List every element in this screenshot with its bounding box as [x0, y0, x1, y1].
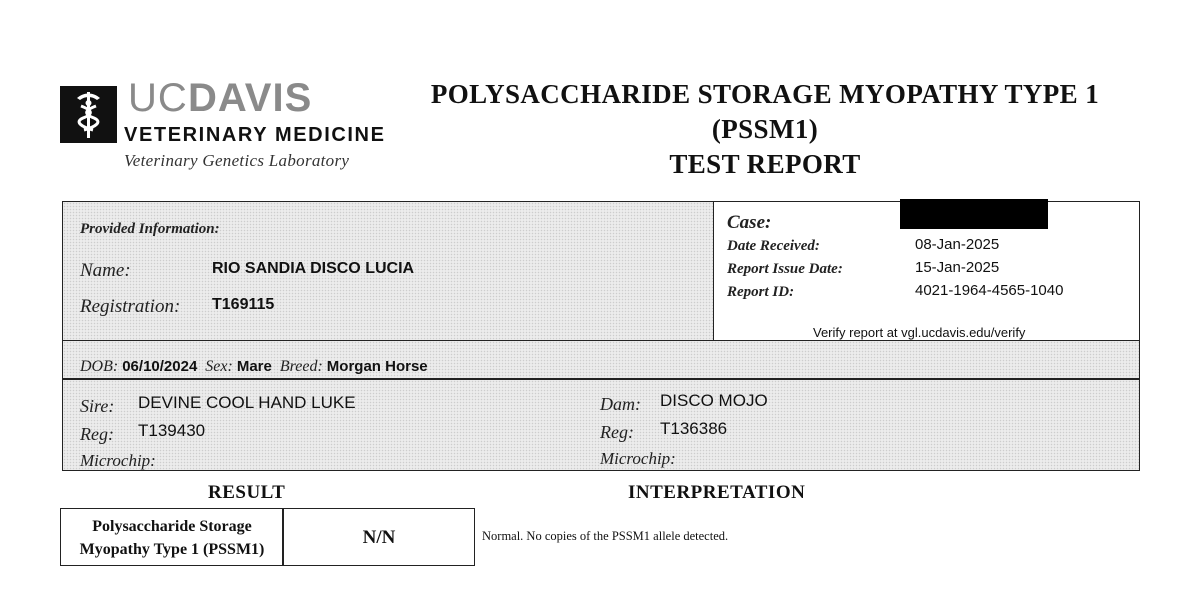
- sire-reg-value: T139430: [138, 421, 206, 440]
- horse-name: RIO SANDIA DISCO LUCIA: [212, 260, 415, 277]
- issue-date-value: 15-Jan-2025: [915, 259, 1000, 276]
- report-title-line2: (PSSM1): [711, 114, 819, 144]
- sire-microchip-label: Microchip:: [80, 451, 156, 470]
- issue-date-label: Report Issue Date:: [727, 261, 843, 277]
- logo-vetmed-text: VETERINARY MEDICINE: [124, 124, 386, 146]
- dam-reg-label: Reg:: [600, 422, 634, 442]
- result-heading: RESULT: [208, 482, 286, 503]
- registration-label: Registration:: [80, 296, 181, 317]
- date-received-value: 08-Jan-2025: [915, 236, 1000, 253]
- dob-value: 06/10/2024: [122, 358, 198, 375]
- case-label: Case:: [727, 212, 772, 233]
- dob-line: [80, 358, 428, 376]
- report-id-value: 4021-1964-4565-1040: [915, 282, 1064, 299]
- interpretation-heading: INTERPRETATION: [628, 482, 806, 503]
- verify-link-text: Verify report at vgl.ucdavis.edu/verify: [813, 325, 1026, 340]
- sex-label: Sex:: [205, 358, 233, 375]
- registration-value: T169115: [212, 296, 275, 313]
- logo-uc-text: UC: [128, 76, 188, 120]
- report-id-label: Report ID:: [727, 284, 795, 300]
- sire-name: DEVINE COOL HAND LUKE: [138, 393, 356, 412]
- dam-name: DISCO MOJO: [660, 391, 768, 410]
- case-number-redaction: [900, 199, 1048, 229]
- dam-reg-value: T136386: [660, 419, 728, 438]
- sire-label: Sire:: [80, 396, 115, 416]
- name-label: Name:: [80, 260, 131, 281]
- ucdavis-logo: [60, 76, 400, 174]
- date-received-label: Date Received:: [727, 238, 820, 254]
- report-title-line1: POLYSACCHARIDE STORAGE MYOPATHY TYPE 1: [430, 79, 1100, 109]
- genotype-result: N/N: [362, 527, 396, 548]
- breed-value: Morgan Horse: [326, 358, 428, 375]
- interpretation-text: Normal. No copies of the PSSM1 allele detected.: [482, 529, 729, 543]
- test-name-line2: Myopathy Type 1 (PSSM1): [79, 541, 265, 558]
- sire-reg-label: Reg:: [80, 424, 114, 444]
- dob-label: DOB:: [80, 358, 119, 375]
- report-title-line3: TEST REPORT: [669, 149, 861, 179]
- logo-davis-text: DAVIS: [188, 76, 313, 120]
- test-name-line1: Polysaccharide Storage: [92, 518, 252, 535]
- breed-label: Breed:: [279, 358, 323, 375]
- logo-vgl-text: Veterinary Genetics Laboratory: [124, 151, 350, 170]
- dam-label: Dam:: [600, 394, 641, 414]
- sex-value: Mare: [236, 358, 272, 375]
- provided-info-heading: Provided Information:: [80, 221, 220, 237]
- dam-microchip-label: Microchip:: [600, 449, 676, 468]
- caduceus-icon: [60, 86, 117, 143]
